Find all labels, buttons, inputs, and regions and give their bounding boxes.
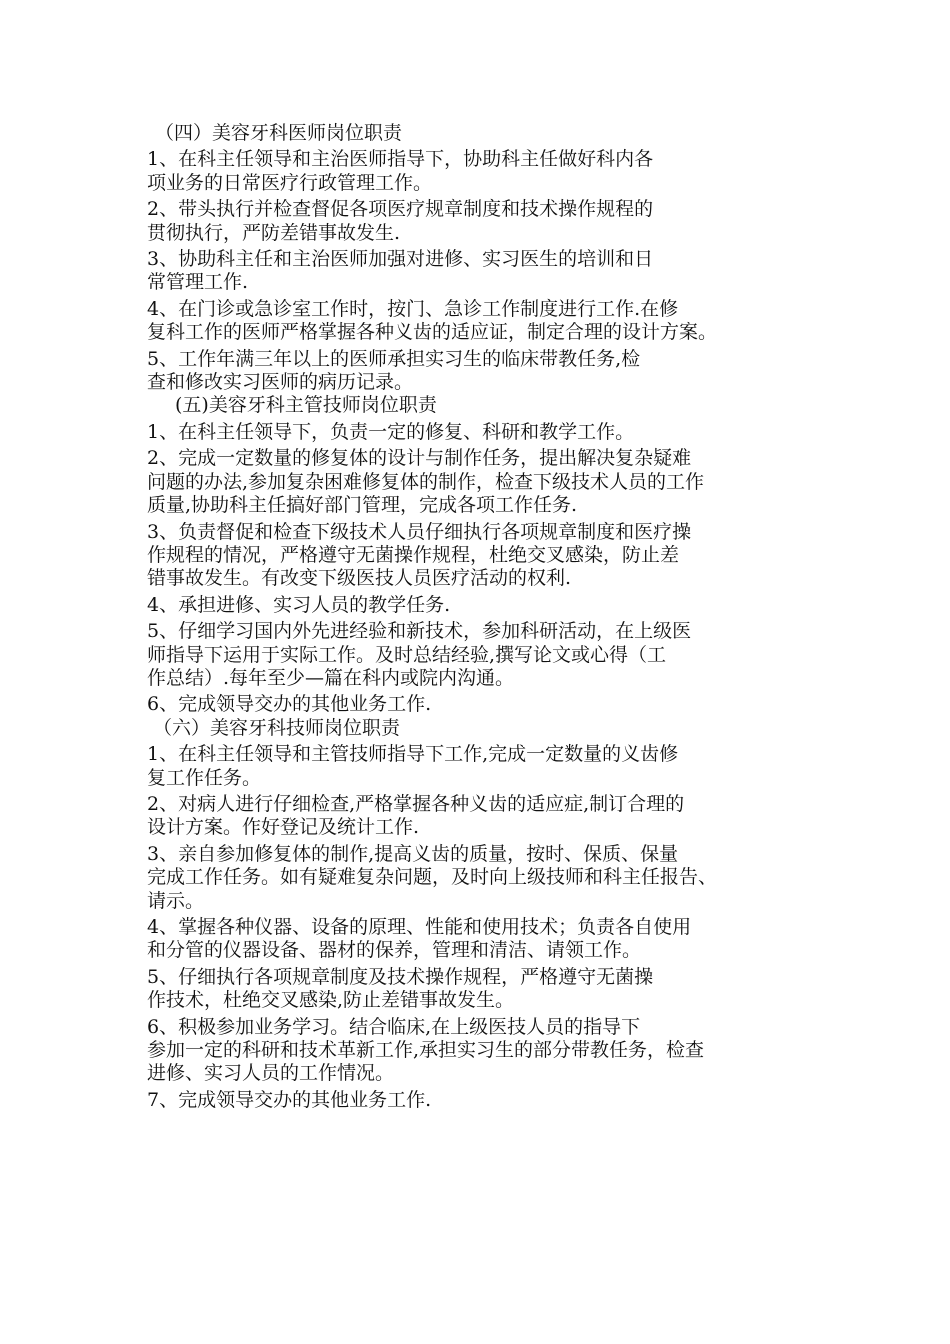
section-5-line-1: 1、在科主任领导下，负责一定的修复、科研和教学工作。 (147, 420, 635, 443)
section-6-line-11: 作技术，杜绝交叉感染,防止差错事故发生。 (147, 989, 515, 1012)
section-4-line-10: 查和修改实习医师的病历记录。 (147, 371, 414, 394)
section-5-line-3: 问题的办法,参加复杂困难修复体的制作，检查下级技术人员的工作 (147, 470, 705, 493)
section-5-line-12: 6、完成领导交办的其他业务工作. (147, 693, 432, 716)
section-4-line-9: 5、工作年满三年以上的医师承担实习生的临床带教任务,检 (147, 347, 641, 370)
section-5-line-8: 4、承担进修、实习人员的教学任务. (147, 593, 451, 616)
section-4-line-1: 1、在科主任领导和主治医师指导下，协助科主任做好科内各 (147, 148, 654, 171)
section-5-line-2: 2、完成一定数量的修复体的设计与制作任务，提出解决复杂疑难 (147, 447, 692, 470)
section-6-line-10: 5、仔细执行各项规章制度及技术操作规程，严格遵守无菌操 (147, 965, 654, 988)
section-5-line-9: 5、仔细学习国内外先进经验和新技术，参加科研活动，在上级医 (147, 620, 692, 643)
section-5-line-11: 作总结）.每年至少—篇在科内或院内沟通。 (147, 666, 515, 689)
section-6-line-15: 7、完成领导交办的其他业务工作. (147, 1088, 432, 1111)
section-4 (147, 122, 807, 394)
section-6-line-6: 完成工作任务。如有疑难复杂问题，及时向上级技师和科主任报告、 (147, 866, 718, 889)
section-5-line-7: 错事故发生。有改变下级医技人员医疗活动的权利. (147, 567, 572, 590)
section-6-line-1: 1、在科主任领导和主管技师指导下工作,完成一定数量的义齿修 (147, 743, 679, 766)
section-4-line-5: 3、协助科主任和主治医师加强对进修、实习医生的培训和日 (147, 248, 654, 271)
section-4-line-6: 常管理工作. (147, 271, 249, 294)
section-5-line-10: 师指导下运用于实际工作。及时总结经验,撰写论文或心得（工 (147, 643, 667, 666)
section-6-line-4: 设计方案。作好登记及统计工作. (147, 816, 420, 839)
section-4-title: （四）美容牙科医师岗位职责 (155, 122, 403, 144)
document-body (147, 122, 807, 1112)
section-4-line-7: 4、在门诊或急诊室工作时，按门、急诊工作制度进行工作.在修 (147, 297, 679, 320)
section-5-title: (五)美容牙科主管技师岗位职责 (175, 394, 437, 417)
section-6-line-9: 和分管的仪器设备、器材的保养，管理和清洁、请领工作。 (147, 939, 642, 962)
section-5-line-5: 3、负责督促和检查下级技术人员仔细执行各项规章制度和医疗操 (147, 520, 692, 543)
section-4-line-2: 项业务的日常医疗行政管理工作。 (147, 171, 433, 194)
section-6-line-13: 参加一定的科研和技术革新工作,承担实习生的部分带教任务，检查 (147, 1039, 705, 1062)
section-6-line-7: 请示。 (147, 889, 205, 912)
section-6-line-3: 2、对病人进行仔细检查,严格掌握各种义齿的适应症,制订合理的 (147, 792, 685, 815)
section-6 (147, 717, 807, 1113)
section-6-line-8: 4、掌握各种仪器、设备的原理、性能和使用技术；负责各自使用 (147, 916, 692, 938)
section-6-line-2: 复工作任务。 (147, 766, 262, 789)
section-4-line-8: 复科工作的医师严格掌握各种义齿的适应证，制定合理的设计方案。 (147, 321, 718, 344)
section-6-line-12: 6、积极参加业务学习。结合临床,在上级医技人员的指导下 (147, 1015, 641, 1038)
section-5-line-6: 作规程的情况，严格遵守无菌操作规程，杜绝交叉感染，防止差 (147, 543, 680, 566)
section-6-line-14: 进修、实习人员的工作情况。 (147, 1062, 395, 1085)
section-4-line-3: 2、带头执行并检查督促各项医疗规章制度和技术操作规程的 (147, 198, 654, 221)
section-6-line-5: 3、亲自参加修复体的制作,提高义齿的质量，按时、保质、保量 (147, 842, 679, 865)
section-6-title: （六）美容牙科技师岗位职责 (153, 716, 401, 739)
section-5-line-4: 质量,协助科主任搞好部门管理，完成各项工作任务. (147, 494, 578, 517)
section-4-line-4: 贯彻执行，严防差错事故发生. (147, 221, 401, 244)
section-5 (147, 394, 807, 716)
